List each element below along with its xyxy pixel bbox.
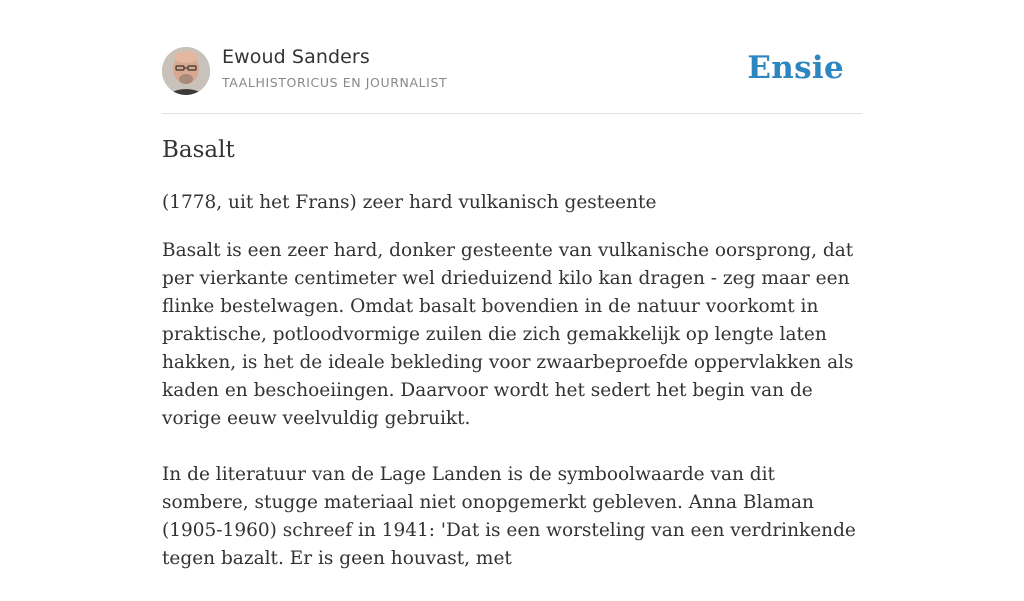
body-paragraph: Basalt is een zeer hard, donker gesteente van vulkanische oorsprong, dat per vierkante centimeter wel drieduizend kilo kan dragen - zeg maar een flinke bestelwagen. Omdat basalt bovendien in de natuur voorkomt in praktische, potloodvormige zuilen die zich gemakkelijk op lengte laten hakken, is het de ideale bekleding voor zwaarbeproefde oppervlakken als kaden en beschoeiingen. Daarvoor wordt het sedert het begin van de vorige eeuw veelvuldig gebruikt. bbox=[162, 240, 854, 429]
author-avatar[interactable] bbox=[162, 47, 210, 95]
entry-card bbox=[162, 0, 862, 569]
entry-body bbox=[162, 237, 862, 601]
header-divider bbox=[162, 113, 862, 114]
avatar-portrait-icon bbox=[162, 47, 210, 95]
author-role: TAALHISTORICUS EN JOURNALIST bbox=[222, 75, 448, 90]
author-header bbox=[162, 46, 862, 96]
body-paragraph: In de literatuur van de Lage Landen is de symboolwaarde van dit sombere, stugge materiaal niet onopgemerkt gebleven. Anna Blaman (1905-1960) schreef in 1941: 'Dat is een worsteling van een verdrinkende tegen bazalt. Er is geen houvast, met bbox=[162, 464, 856, 569]
ensie-logo[interactable]: Ensie bbox=[747, 50, 844, 86]
entry-title: Basalt bbox=[162, 137, 235, 163]
author-name[interactable]: Ewoud Sanders bbox=[222, 46, 370, 68]
entry-subtitle: (1778, uit het Frans) zeer hard vulkanisch gesteente bbox=[162, 192, 657, 213]
